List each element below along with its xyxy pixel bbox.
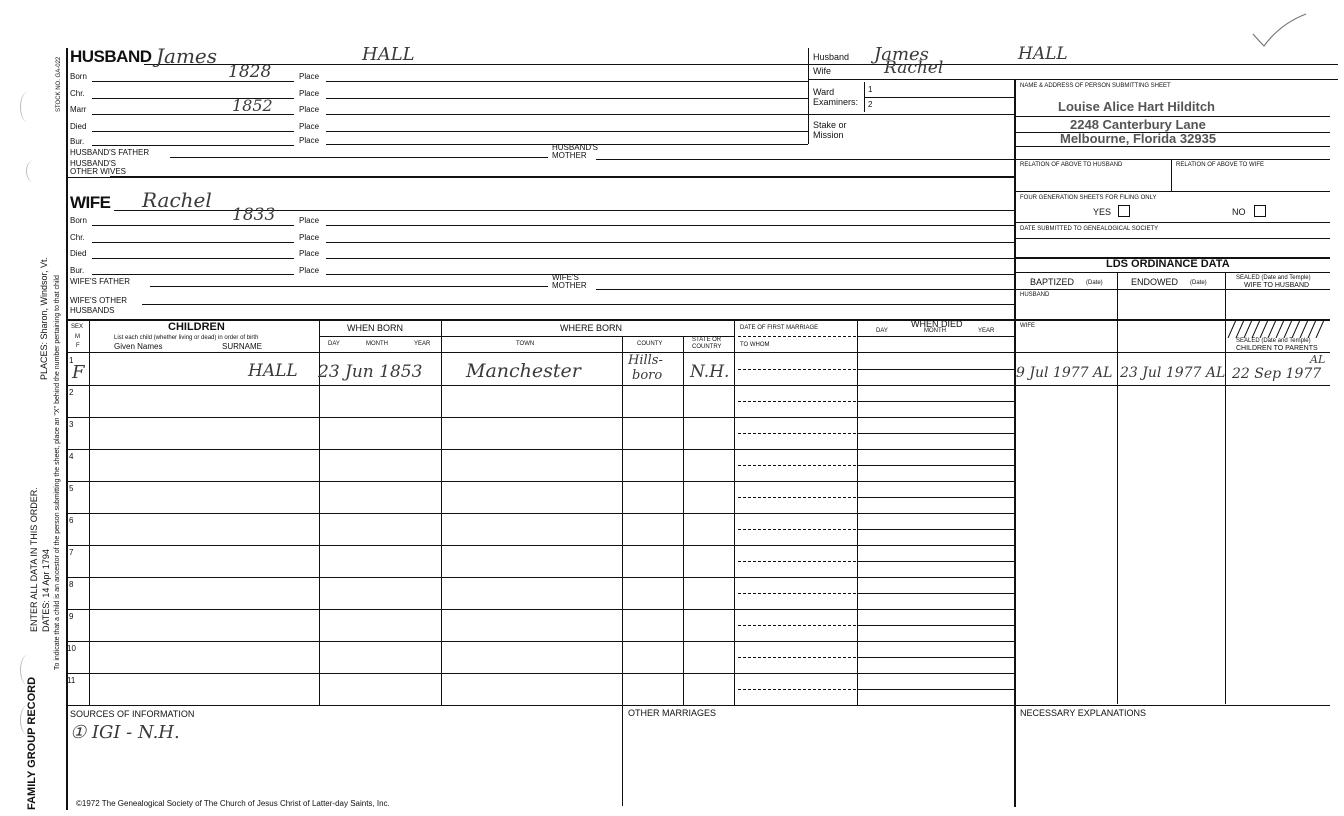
died-year-header: YEAR <box>978 328 995 334</box>
wife-born-label: Born <box>70 216 87 225</box>
county-header: COUNTY <box>637 341 663 347</box>
child-1-sex: F <box>72 362 85 383</box>
examiner-1: 1 <box>868 85 873 94</box>
row-number: 1 <box>69 356 74 365</box>
place-label: Place <box>299 72 320 81</box>
no-checkbox[interactable] <box>1254 205 1266 217</box>
place-label: Place <box>299 266 320 275</box>
sex-f: F <box>76 343 80 349</box>
summary-husband-surname: HALL <box>1018 44 1068 64</box>
place-label: Place <box>299 89 320 98</box>
lds-wife-row: WIFE <box>1020 323 1035 329</box>
sealed-label: WIFE TO HUSBAND <box>1244 282 1310 289</box>
ward-label: Ward <box>813 87 835 97</box>
child-1-county: boro <box>632 368 663 383</box>
first-marriage-header: DATE OF FIRST MARRIAGE <box>740 325 819 331</box>
place-label: Place <box>299 122 320 131</box>
wife-given-name: Rachel <box>142 188 212 212</box>
place-label: Place <box>299 249 320 258</box>
summary-husband-given: James <box>874 44 929 65</box>
date-submitted-label: DATE SUBMITTED TO GENEALOGICAL SOCIETY <box>1020 226 1159 232</box>
side-places: PLACES: Sharon, Windsor, Vt. <box>39 256 49 380</box>
baptized-label: BAPTIZED <box>1030 277 1075 287</box>
punch-hole <box>20 92 35 122</box>
stake-label: Mission <box>813 130 844 140</box>
husband-other-wives-label: HUSBAND'S <box>70 159 116 168</box>
child-1-sealed: 22 Sep 1977 <box>1232 366 1322 382</box>
form-title: FAMILY GROUP RECORD <box>26 676 38 810</box>
row-number: 4 <box>69 452 74 461</box>
row-number: 6 <box>69 516 74 525</box>
row-number: 2 <box>69 388 74 397</box>
child-1-town: Manchester <box>466 360 581 382</box>
state-header: STATE OR <box>692 337 722 343</box>
relation-husband-label: RELATION OF ABOVE TO HUSBAND <box>1020 162 1123 168</box>
relation-wife-label: RELATION OF ABOVE TO WIFE <box>1176 162 1265 168</box>
sex-header: SEX <box>71 324 84 330</box>
husband-other-wives-label: OTHER WIVES <box>70 167 127 176</box>
explanations-label: NECESSARY EXPLANATIONS <box>1020 708 1147 718</box>
lds-title: LDS ORDINANCE DATA <box>1106 258 1230 270</box>
when-died-header: WHEN DIED <box>911 319 963 329</box>
wife-father-label: WIFE'S FATHER <box>70 277 131 286</box>
yes-label: YES <box>1093 207 1112 217</box>
surname-header: SURNAME <box>222 342 263 351</box>
date-small: (Date) <box>1086 280 1103 286</box>
side-dates: DATES: 14 Apr 1794 <box>41 549 51 632</box>
sex-m: M <box>75 334 80 340</box>
wife-mother-label: WIFE'S <box>552 273 579 282</box>
year-header: YEAR <box>414 341 431 347</box>
sources-label: SOURCES OF INFORMATION <box>70 709 195 719</box>
wife-heading: WIFE <box>70 193 111 212</box>
examiners-label: Examiners: <box>813 97 859 107</box>
husband-given-name: James <box>156 44 218 68</box>
place-label: Place <box>299 136 320 145</box>
yes-checkbox[interactable] <box>1118 205 1130 217</box>
husband-born-date: 1828 <box>228 62 272 82</box>
punch-hole <box>26 160 41 182</box>
other-marriages-label: OTHER MARRIAGES <box>628 708 717 718</box>
date-small: (Date) <box>1190 280 1207 286</box>
stock-number: STOCK NO. GA-022 <box>56 56 62 112</box>
husband-heading: HUSBAND <box>70 47 152 66</box>
row-number: 7 <box>69 548 74 557</box>
husband-mother-label: MOTHER <box>552 151 587 160</box>
examiner-2: 2 <box>868 100 873 109</box>
row-number: 5 <box>69 484 74 493</box>
wife-other-husbands-label: HUSBANDS <box>70 306 115 315</box>
four-generation-label: FOUR GENERATION SHEETS FOR FILING ONLY <box>1020 195 1157 201</box>
sealed-children-label: CHILDREN TO PARENTS <box>1236 345 1318 352</box>
submitter-city: Melbourne, Florida 32935 <box>1060 131 1217 146</box>
summary-wife-label: Wife <box>813 66 831 76</box>
husband-mother-label: HUSBAND'S <box>552 143 598 152</box>
when-born-header: WHEN BORN <box>347 323 403 333</box>
lds-husband-row: HUSBAND <box>1020 292 1050 298</box>
submitter-name: Louise Alice Hart Hilditch <box>1058 99 1215 114</box>
husband-bur-label: Bur. <box>70 137 85 146</box>
wife-chr-label: Chr. <box>70 233 85 242</box>
given-names-header: Given Names <box>114 342 163 351</box>
to-whom-header: TO WHOM <box>740 342 770 348</box>
husband-died-label: Died <box>70 122 87 131</box>
child-1-born: 23 Jun 1853 <box>318 362 423 382</box>
submitter-address: 2248 Canterbury Lane <box>1070 117 1206 132</box>
husband-father-label: HUSBAND'S FATHER <box>70 148 150 157</box>
children-instruction: List each child (whether living or dead) in order of birth <box>114 335 259 341</box>
husband-surname: HALL <box>362 44 415 65</box>
row-number: 11 <box>67 676 76 685</box>
child-1-endowed: 23 Jul 1977 AL <box>1120 365 1226 381</box>
where-born-header: WHERE BORN <box>560 323 623 333</box>
wife-born-date: 1833 <box>232 205 276 225</box>
husband-marr-date: 1852 <box>232 96 273 115</box>
no-label: NO <box>1232 207 1246 217</box>
state-header: COUNTRY <box>692 344 722 350</box>
row-number: 10 <box>67 644 76 653</box>
stake-label: Stake or <box>813 120 847 130</box>
wife-died-label: Died <box>70 249 87 258</box>
copyright: ©1972 The Genealogical Society of The Church of Jesus Christ of Latter-day Saints, Inc. <box>76 799 390 808</box>
row-number: 8 <box>69 580 74 589</box>
wife-mother-label: MOTHER <box>552 281 587 290</box>
day-header: DAY <box>328 341 340 347</box>
row-number: 3 <box>69 420 74 429</box>
wife-other-husbands-label: WIFE'S OTHER <box>70 296 128 305</box>
husband-marr-label: Marr <box>70 105 87 114</box>
wife-bur-label: Bur. <box>70 266 85 275</box>
children-heading: CHILDREN <box>168 321 225 333</box>
side-ancestor-note: To indicate that a child is an ancestor of the person submitting the sheet, place an "X" behind the number pertaining to that child <box>54 275 61 670</box>
summary-wife-given: Rachel <box>884 58 944 78</box>
child-1-county: Hills- <box>628 353 663 368</box>
child-1-baptized: 9 Jul 1977 AL <box>1016 365 1113 381</box>
place-label: Place <box>299 105 320 114</box>
town-header: TOWN <box>516 341 535 347</box>
place-label: Place <box>299 216 320 225</box>
child-1-sealed-temple: AL <box>1310 353 1326 366</box>
child-1-state: N.H. <box>690 362 730 382</box>
husband-chr-label: Chr. <box>70 89 85 98</box>
child-1-surname: HALL <box>248 361 298 381</box>
side-instruction: ENTER ALL DATA IN THIS ORDER. <box>29 487 39 632</box>
check-mark-icon <box>1250 12 1310 50</box>
summary-husband-label: Husband <box>813 52 850 62</box>
husband-born-label: Born <box>70 72 87 81</box>
submitter-label: NAME & ADDRESS OF PERSON SUBMITTING SHEET <box>1020 83 1171 89</box>
endowed-label: ENDOWED <box>1131 277 1178 287</box>
sealed-label: SEALED (Date and Temple) <box>1236 275 1311 281</box>
died-month-header: MONTH <box>924 328 946 334</box>
died-day-header: DAY <box>876 328 888 334</box>
row-number: 9 <box>69 612 74 621</box>
month-header: MONTH <box>366 341 388 347</box>
place-label: Place <box>299 233 320 242</box>
hatched-area <box>1226 320 1330 338</box>
sources-value: ① IGI - N.H. <box>70 722 180 743</box>
sealed-children-label: SEALED (Date and Temple) <box>1236 338 1311 344</box>
